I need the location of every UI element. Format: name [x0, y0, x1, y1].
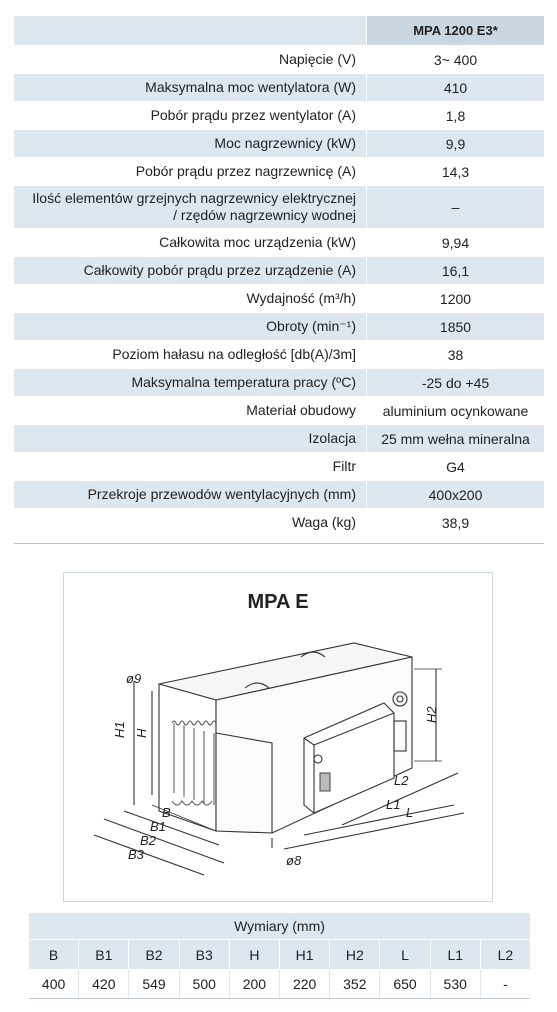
- dim-header: H: [229, 940, 279, 970]
- dim-header: B3: [179, 940, 229, 970]
- spec-value: aluminium ocynkowane: [366, 397, 544, 424]
- spec-value: 9,94: [366, 229, 544, 256]
- spec-label: Pobór prądu przez wentylator (A): [150, 107, 356, 123]
- dim-value: 530: [430, 970, 480, 998]
- dim-value: 352: [329, 970, 379, 998]
- dim-header: L1: [430, 940, 480, 970]
- grille-icon: [320, 773, 330, 791]
- unit-diagram: [63, 572, 493, 902]
- spec-model-name: MPA 1200 E3*: [366, 16, 544, 45]
- spec-label: Pobór prądu przez nagrzewnicę (A): [135, 163, 356, 179]
- label-d9: ø9: [126, 671, 142, 686]
- spec-header-row: [14, 16, 544, 46]
- spec-row: [14, 397, 544, 425]
- spec-value: 16,1: [366, 257, 544, 284]
- spec-table: [14, 16, 544, 544]
- spec-label: Napięcie (V): [278, 51, 356, 67]
- spec-value: 9,9: [366, 130, 544, 157]
- spec-label: Waga (kg): [291, 514, 356, 530]
- dim-value: 500: [179, 970, 229, 998]
- spec-row: [14, 186, 544, 229]
- dim-header: B2: [128, 940, 178, 970]
- spec-value: 400x200: [366, 481, 544, 508]
- dim-value: 220: [279, 970, 329, 998]
- spec-value: 25 mm wełna mineralna: [366, 425, 544, 452]
- spec-footer-line: [14, 537, 544, 544]
- dim-value: 200: [229, 970, 279, 998]
- spec-row: [14, 341, 544, 369]
- spec-row: [14, 46, 544, 74]
- spec-label: Poziom hałasu na odległość [db(A)/3m]: [112, 346, 356, 362]
- label-B2: B2: [140, 833, 156, 848]
- dimensions-caption: Wymiary (mm): [29, 913, 530, 940]
- dimensions-header-row: [29, 940, 530, 970]
- spec-value: 3~ 400: [366, 46, 544, 73]
- dim-header: B1: [78, 940, 128, 970]
- label-B3: B3: [128, 847, 144, 862]
- label-L1: L1: [386, 797, 401, 812]
- spec-value: 1200: [366, 285, 544, 312]
- dim-value: 420: [78, 970, 128, 998]
- spec-row: [14, 509, 544, 537]
- spec-value: 1,8: [366, 102, 544, 129]
- spec-label: Maksymalna moc wentylatora (W): [145, 79, 356, 95]
- spec-label: Izolacja: [308, 430, 356, 446]
- spec-label: [14, 190, 366, 224]
- label-H2: H2: [424, 706, 439, 723]
- spec-row: [14, 453, 544, 481]
- label-H1: H1: [112, 721, 127, 738]
- spec-row: [14, 285, 544, 313]
- spec-label-line: Ilość elementów grzejnych nagrzewnicy elektrycznej: [32, 190, 356, 206]
- spec-label: Moc nagrzewnicy (kW): [214, 135, 356, 151]
- spec-row: [14, 130, 544, 158]
- spec-label: Materiał obudowy: [246, 402, 356, 418]
- dimensions-value-row: [29, 970, 530, 999]
- dim-value: -: [480, 970, 530, 998]
- spec-label: Całkowity pobór prądu przez urządzenie (A): [83, 262, 356, 278]
- spec-label: Przekroje przewodów wentylacyjnych (mm): [87, 486, 356, 502]
- label-L: L: [406, 805, 414, 820]
- spec-value: 38: [366, 341, 544, 368]
- label-L2: L2: [394, 773, 409, 788]
- spec-row: [14, 229, 544, 257]
- spec-value: 14,3: [366, 158, 544, 185]
- spec-label: Całkowita moc urządzenia (kW): [159, 234, 356, 250]
- diagram-title: MPA E: [247, 591, 309, 613]
- spec-label-line: / rzędów nagrzewnicy wodnej: [173, 207, 356, 223]
- spec-value: 1850: [366, 313, 544, 340]
- dim-header: H2: [329, 940, 379, 970]
- spec-row: [14, 313, 544, 341]
- dim-line-L: [284, 813, 464, 849]
- dim-header: B: [29, 940, 78, 970]
- label-H: H: [134, 728, 149, 738]
- label-B1: B1: [150, 819, 166, 834]
- spec-row: [14, 74, 544, 102]
- dim-value: 400: [29, 970, 78, 998]
- spec-row: [14, 257, 544, 285]
- spec-label: Obroty (min⁻¹): [266, 318, 356, 334]
- dim-value: 549: [128, 970, 178, 998]
- spec-value: -25 do +45: [366, 369, 544, 396]
- label-d8: ø8: [286, 853, 302, 868]
- spec-label: Wydajność (m³/h): [246, 290, 356, 306]
- spec-row: [14, 102, 544, 130]
- dim-value: 650: [379, 970, 429, 998]
- spec-value: 38,9: [366, 509, 544, 536]
- dim-header: H1: [279, 940, 329, 970]
- unit-drawing: [64, 573, 492, 901]
- spec-value: G4: [366, 453, 544, 480]
- spec-row: [14, 481, 544, 509]
- dim-header: L: [379, 940, 429, 970]
- spec-row: [14, 158, 544, 186]
- spec-row: [14, 425, 544, 453]
- dim-header: L2: [480, 940, 530, 970]
- spec-label: Filtr: [332, 458, 356, 474]
- label-B: B: [162, 805, 171, 820]
- spec-row: [14, 369, 544, 397]
- dimensions-table: [29, 913, 530, 999]
- spec-value: –: [366, 186, 544, 228]
- spec-label: Maksymalna temperatura pracy (ºC): [131, 374, 356, 390]
- spec-value: 410: [366, 74, 544, 101]
